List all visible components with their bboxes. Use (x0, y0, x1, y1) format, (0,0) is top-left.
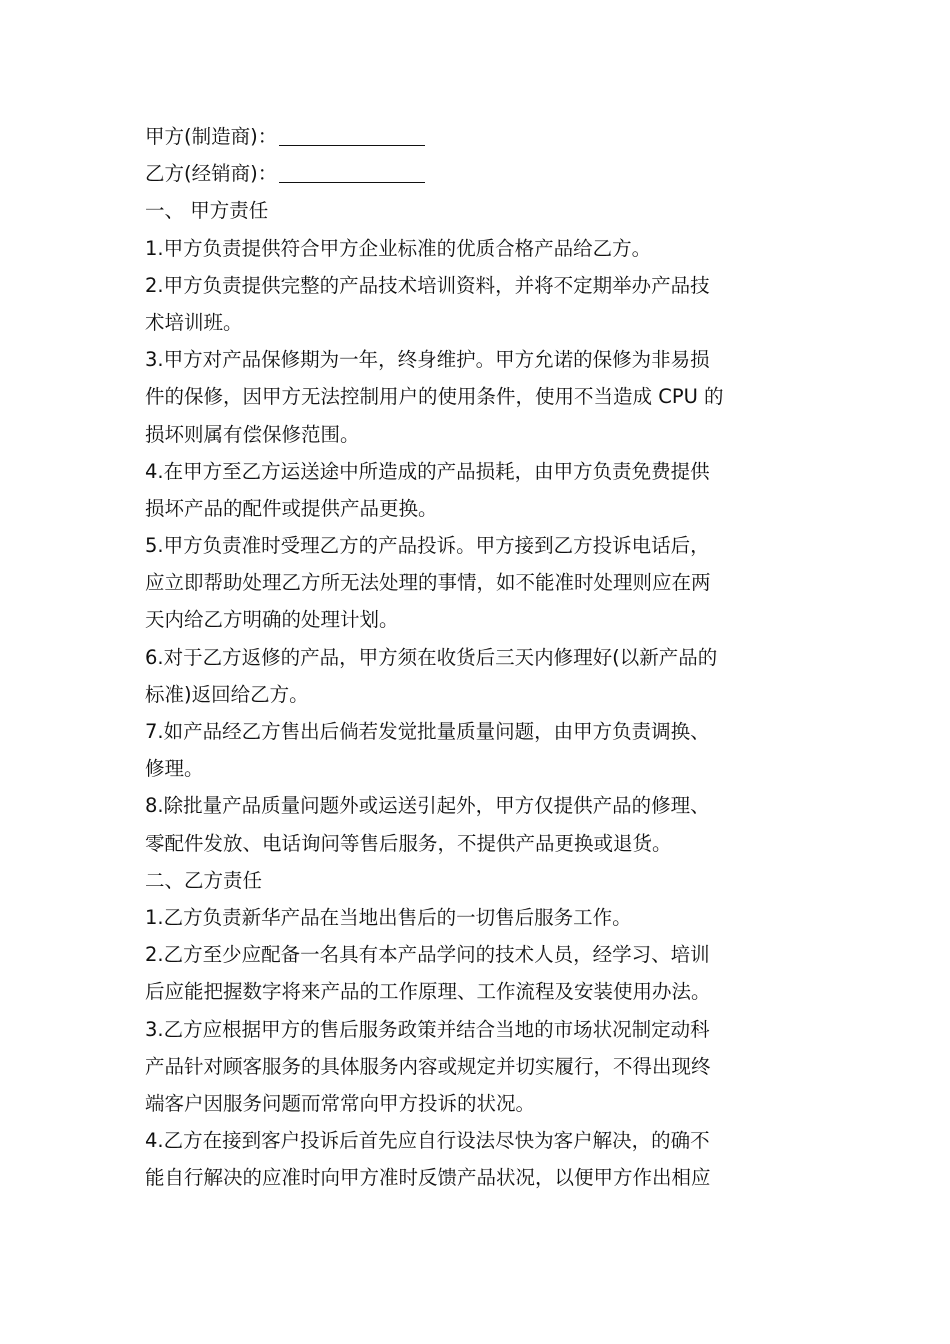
text-line: 后应能把握数字将来产品的工作原理、工作流程及安装使用办法。 (145, 980, 711, 1004)
text-line: 8.除批量产品质量问题外或运送引起外，甲方仅提供产品的修理、 (145, 794, 710, 818)
text-line: 6.对于乙方返修的产品，甲方须在收货后三天内修理好(以新产品的 (145, 645, 718, 669)
section-heading-party-a: 一、 甲方责任 (145, 199, 269, 223)
text-line: 2.甲方负责提供完整的产品技术培训资料，并将不定期举办产品技 (145, 273, 710, 297)
text-line: 损坏则属有偿保修范围。 (145, 422, 360, 446)
text-line: 3.甲方对产品保修期为一年，终身维护。甲方允诺的保修为非易损 (145, 348, 710, 372)
text-line: 4.乙方在接到客户投诉后首先应自行设法尽快为客户解决，的确不 (145, 1129, 710, 1153)
text-line: 天内给乙方明确的处理计划。 (145, 608, 399, 632)
party-b-line (145, 155, 810, 192)
text-line: 零配件发放、电话询问等售后服务，不提供产品更换或退货。 (145, 831, 672, 855)
text-line: 7.如产品经乙方售出后倘若发觉批量质量问题，由甲方负责调换、 (145, 720, 710, 743)
text-line: 件的保修，因甲方无法控制用户的使用条件，使用不当造成 CPU 的 (145, 385, 724, 409)
party-a-blank-field (279, 125, 425, 146)
text-line: 1.乙方负责新华产品在当地出售后的一切售后服务工作。 (145, 905, 632, 929)
text-line: 术培训班。 (145, 310, 243, 334)
text-line: 端客户因服务问题而常常向甲方投诉的状况。 (145, 1091, 536, 1115)
party-b-label: 乙方(经销商)： (145, 162, 278, 186)
text-line: 应立即帮助处理乙方所无法处理的事情，如不能准时处理则应在两 (145, 571, 711, 595)
text-line: 标准)返回给乙方。 (145, 682, 309, 706)
text-line: 3.乙方应根据甲方的售后服务政策并结合当地的市场状况制定动科 (145, 1017, 710, 1041)
text-line: 2.乙方至少应配备一名具有本产品学问的技术人员，经学习、培训 (145, 943, 710, 967)
section-heading-party-b: 二、乙方责任 (145, 868, 263, 892)
party-a-label: 甲方(制造商)： (145, 125, 278, 148)
text-line: 产品针对顾客服务的具体服务内容或规定并切实履行，不得出现终 (145, 1054, 711, 1078)
text-line: 能自行解决的应准时向甲方准时反馈产品状况，以便甲方作出相应 (145, 1166, 711, 1190)
text-line: 修理。 (145, 757, 204, 781)
text-line: 损坏产品的配件或提供产品更换。 (145, 496, 438, 520)
text-line: 4.在甲方至乙方运送途中所造成的产品损耗，由甲方负责免费提供 (145, 459, 710, 483)
text-line: 1.甲方负责提供符合甲方企业标准的优质合格产品给乙方。 (145, 236, 652, 260)
text-line: 5.甲方负责准时受理乙方的产品投诉。甲方接到乙方投诉电话后， (145, 534, 710, 558)
contract-page (145, 118, 810, 1196)
party-b-blank-field (279, 162, 425, 183)
party-a-line (145, 118, 810, 155)
